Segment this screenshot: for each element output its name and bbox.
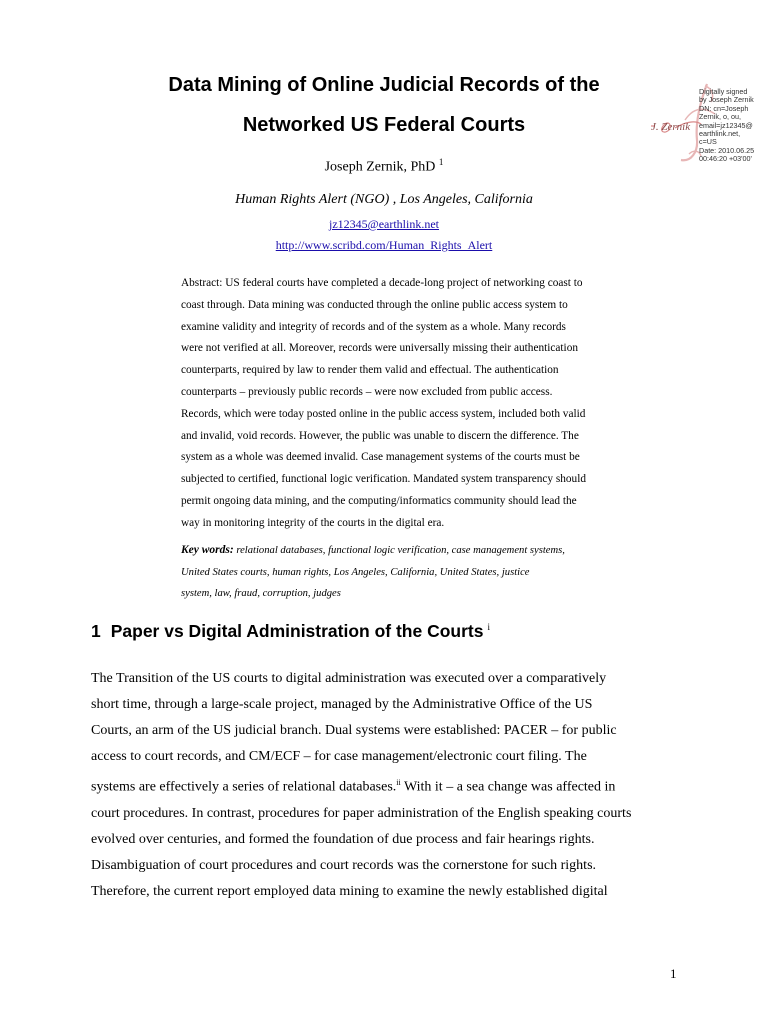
- body-line: short time, through a large-scale project, managed by the Administrative Office of the US: [91, 697, 593, 712]
- affiliation: Human Rights Alert (NGO) , Los Angeles, California: [235, 192, 533, 207]
- abstract-line: and invalid, void records. However, the public was unable to discern the difference. The: [181, 429, 579, 442]
- body-line-part: With it – a sea change was affected in: [400, 779, 616, 795]
- website-link[interactable]: http://www.scribd.com/Human_Rights_Alert: [275, 238, 493, 252]
- abstract-line: counterparts, required by law to render them valid and effectual. The authentication: [181, 364, 559, 377]
- abstract-line: coast through. Data mining was conducted through the online public access system to: [181, 298, 568, 311]
- body-line: Therefore, the current report employed data mining to examine the newly established digital: [91, 883, 608, 899]
- abstract-line: Records, which were today posted online in the public access system, included both valid: [181, 407, 586, 420]
- signature-line: c=US: [699, 137, 717, 147]
- abstract-line: system as a whole was deemed invalid. Case management systems of the courts must be: [181, 451, 580, 464]
- section-heading: [91, 621, 490, 642]
- abstract-line: examine validity and integrity of records and of the system as a whole. Many records: [181, 320, 566, 333]
- signature-line: 00:46:20 +03'00': [699, 154, 752, 164]
- author-name: Joseph Zernik, PhD: [324, 159, 436, 175]
- section-number: 1: [91, 621, 101, 641]
- body-line: The Transition of the US courts to digital administration was executed over a comparatively: [91, 671, 607, 686]
- abstract-line: way in monitoring integrity of the courts in the digital era.: [181, 516, 445, 529]
- abstract: [181, 273, 641, 535]
- author-line: [0, 154, 768, 176]
- signature-handwriting: J. Zernik: [651, 121, 691, 133]
- signature-line: earthlink.net,: [699, 129, 741, 139]
- keywords-line: [181, 540, 651, 562]
- body-line: Courts, an arm of the US judicial branch. Dual systems were established: PACER – for public: [91, 723, 617, 738]
- signature-line: email=jz12345@: [699, 120, 753, 130]
- signature-line: Digitally signed: [699, 87, 748, 96]
- section-title: Paper vs Digital Administration of the Courts: [110, 621, 484, 641]
- body-line: [91, 770, 681, 801]
- body-endnote-marker[interactable]: ii: [396, 778, 401, 787]
- abstract-line: Abstract: US federal courts have completed a decade-long project of networking coast to: [181, 277, 583, 289]
- email-link[interactable]: jz12345@earthlink.net: [328, 217, 440, 231]
- paper-title-line-1: Data Mining of Online Judicial Records of the: [168, 74, 600, 96]
- body-text: [91, 666, 681, 905]
- author-footnote-marker[interactable]: 1: [438, 157, 444, 167]
- keywords-label: Key words:: [181, 544, 234, 556]
- url-line: [0, 238, 768, 253]
- signature-line: Zernik, o, ou,: [699, 112, 741, 122]
- body-line: evolved over centuries, and formed the foundation of due process and fair hearings rights.: [91, 831, 595, 847]
- keywords-line: system, law, fraud, corruption, judges: [181, 588, 341, 599]
- signature-line: by Joseph Zernik: [699, 95, 754, 105]
- paper-title-line-2: Networked US Federal Courts: [242, 114, 526, 136]
- keywords: [181, 540, 651, 605]
- signature-details: [699, 88, 767, 164]
- section-endnote-marker[interactable]: i: [487, 622, 490, 633]
- abstract-line: counterparts – previously public records – were now excluded from public access.: [181, 385, 553, 398]
- email-line: [0, 217, 768, 232]
- signature-line: DN: cn=Joseph: [699, 103, 749, 113]
- keywords-text: relational databases, functional logic verification, case management systems,: [236, 545, 565, 556]
- body-line: court procedures. In contrast, procedures for paper administration of the English speaking courts: [91, 805, 632, 821]
- body-line: access to court records, and CM/ECF – for case management/electronic court filing. The: [91, 749, 587, 764]
- abstract-line: subjected to certified, functional logic verification. Mandated system transparency should: [181, 473, 586, 486]
- body-line: Disambiguation of court procedures and court records was the cornerstone for such rights.: [91, 857, 597, 873]
- abstract-line: were not verified at all. Moreover, records were universally missing their authentication: [181, 342, 578, 355]
- signature-line: Date: 2010.06.25: [699, 145, 755, 155]
- abstract-line: permit ongoing data mining, and the computing/informatics community should lead the: [181, 494, 577, 507]
- page-number: 1: [670, 966, 677, 981]
- body-line-part: systems are effectively a series of relational databases.: [91, 779, 397, 795]
- keywords-line: United States courts, human rights, Los Angeles, California, United States, justice: [181, 566, 530, 578]
